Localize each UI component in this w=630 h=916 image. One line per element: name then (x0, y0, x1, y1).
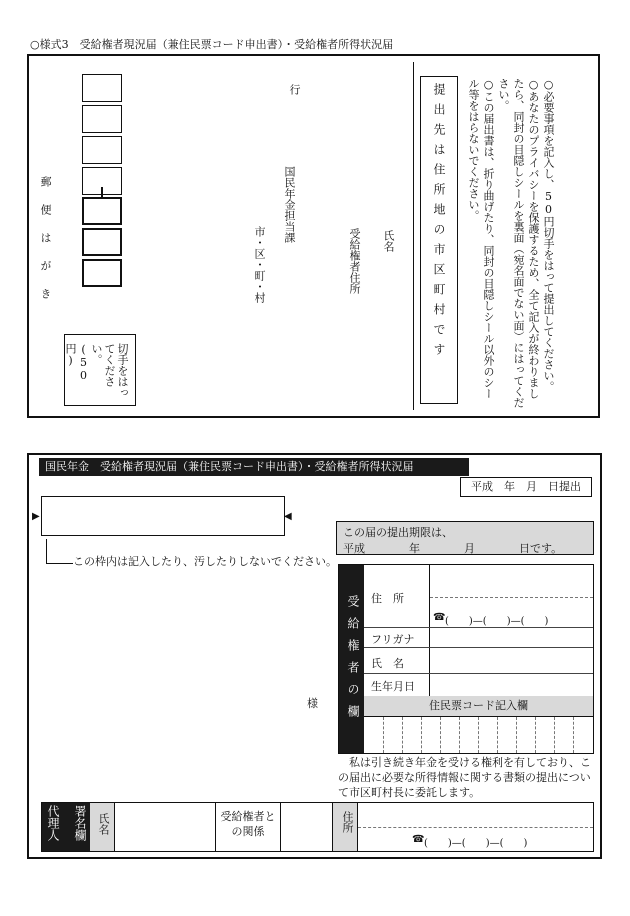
phone-pattern: ( )—( )—( ) (445, 616, 549, 627)
stamp-text: 切手をはってください。(50円) (64, 343, 129, 398)
agent-label: 代理人 (46, 805, 60, 841)
birth-label: 生年月日 (371, 680, 415, 693)
consent-text: 私は引き続き年金を受ける権利を有しており、この届出に必要な所得情報に関する書類の提出について市区町村長に委託します。 (338, 756, 591, 799)
note-item: ○この届出書は、折り曲げたり、同封の目隠しシール以外のシール等をはらないでください。 (467, 78, 495, 399)
postcard-notes (466, 78, 556, 408)
phone-icon: ☎ (433, 612, 446, 623)
triangle-left-icon: ◀ (284, 511, 292, 522)
dest-dept: 国民年金担当課 (283, 166, 296, 243)
sender-name-label: 氏名 (382, 230, 395, 252)
deadline-line1: この届の提出期限は、 (343, 526, 453, 539)
form-title: 国民年金 受給権者現況届（兼住民票コード申出書）・受給権者所得状況届 (39, 458, 469, 476)
deadline-box (336, 521, 594, 555)
agent-address-label: 住所 (341, 811, 354, 833)
agent-phone-pattern: ( )—( )—( ) (424, 838, 528, 849)
name-label: 氏 名 (371, 657, 404, 670)
sama-label: 様 (307, 697, 318, 710)
note-item: ○必要事項を記入し、50円切手をはって提出してください。 (542, 78, 555, 392)
dest-suffix: 行 (288, 84, 301, 95)
address-label: 住 所 (371, 592, 404, 605)
ocr-box (41, 496, 285, 536)
resident-code-grid (364, 717, 593, 753)
relation-label: 受給権者との関係 (220, 810, 276, 838)
warning-text: この枠内は記入したり、汚したりしないでください。 (73, 555, 337, 568)
triangle-right-icon: ▶ (32, 511, 40, 522)
agent-row (41, 802, 594, 852)
agent-name-label: 氏名 (97, 813, 110, 835)
stamp-box (64, 334, 136, 406)
note-item: ○あなたのプライバシーを保護するため、全て記入が終わりましたら、同封の目隠しシールを裏面（宛名面でない面）にはってください。 (497, 78, 540, 408)
agent-phone-icon: ☎ (412, 834, 425, 845)
furigana-label: フリガナ (371, 633, 415, 646)
postcard-label: 郵 便 は が き (39, 176, 52, 302)
postcard-panel (27, 54, 600, 418)
resident-code-header: 住民票コード記入欄 (364, 696, 593, 717)
deadline-line2: 平成 年 月 日です。 (343, 542, 563, 555)
submit-to-text: 提出先は住所地の市区町村です (432, 83, 446, 363)
recipient-column-label: 受給権者の欄 (346, 595, 360, 727)
sender-address-label: 受給権者住所 (348, 228, 361, 294)
agent-sign-label: 署名欄 (73, 805, 87, 841)
form-label: ○様式3 受給権者現況届（兼住民票コード申出書）・受給権者所得状況届 (30, 38, 394, 51)
form-panel (27, 453, 602, 859)
recipient-section (338, 564, 594, 754)
submit-to-box (420, 76, 458, 404)
dest-office: 市・区・町・村 (253, 226, 266, 303)
submission-date: 平成 年 月 日提出 (460, 477, 592, 497)
